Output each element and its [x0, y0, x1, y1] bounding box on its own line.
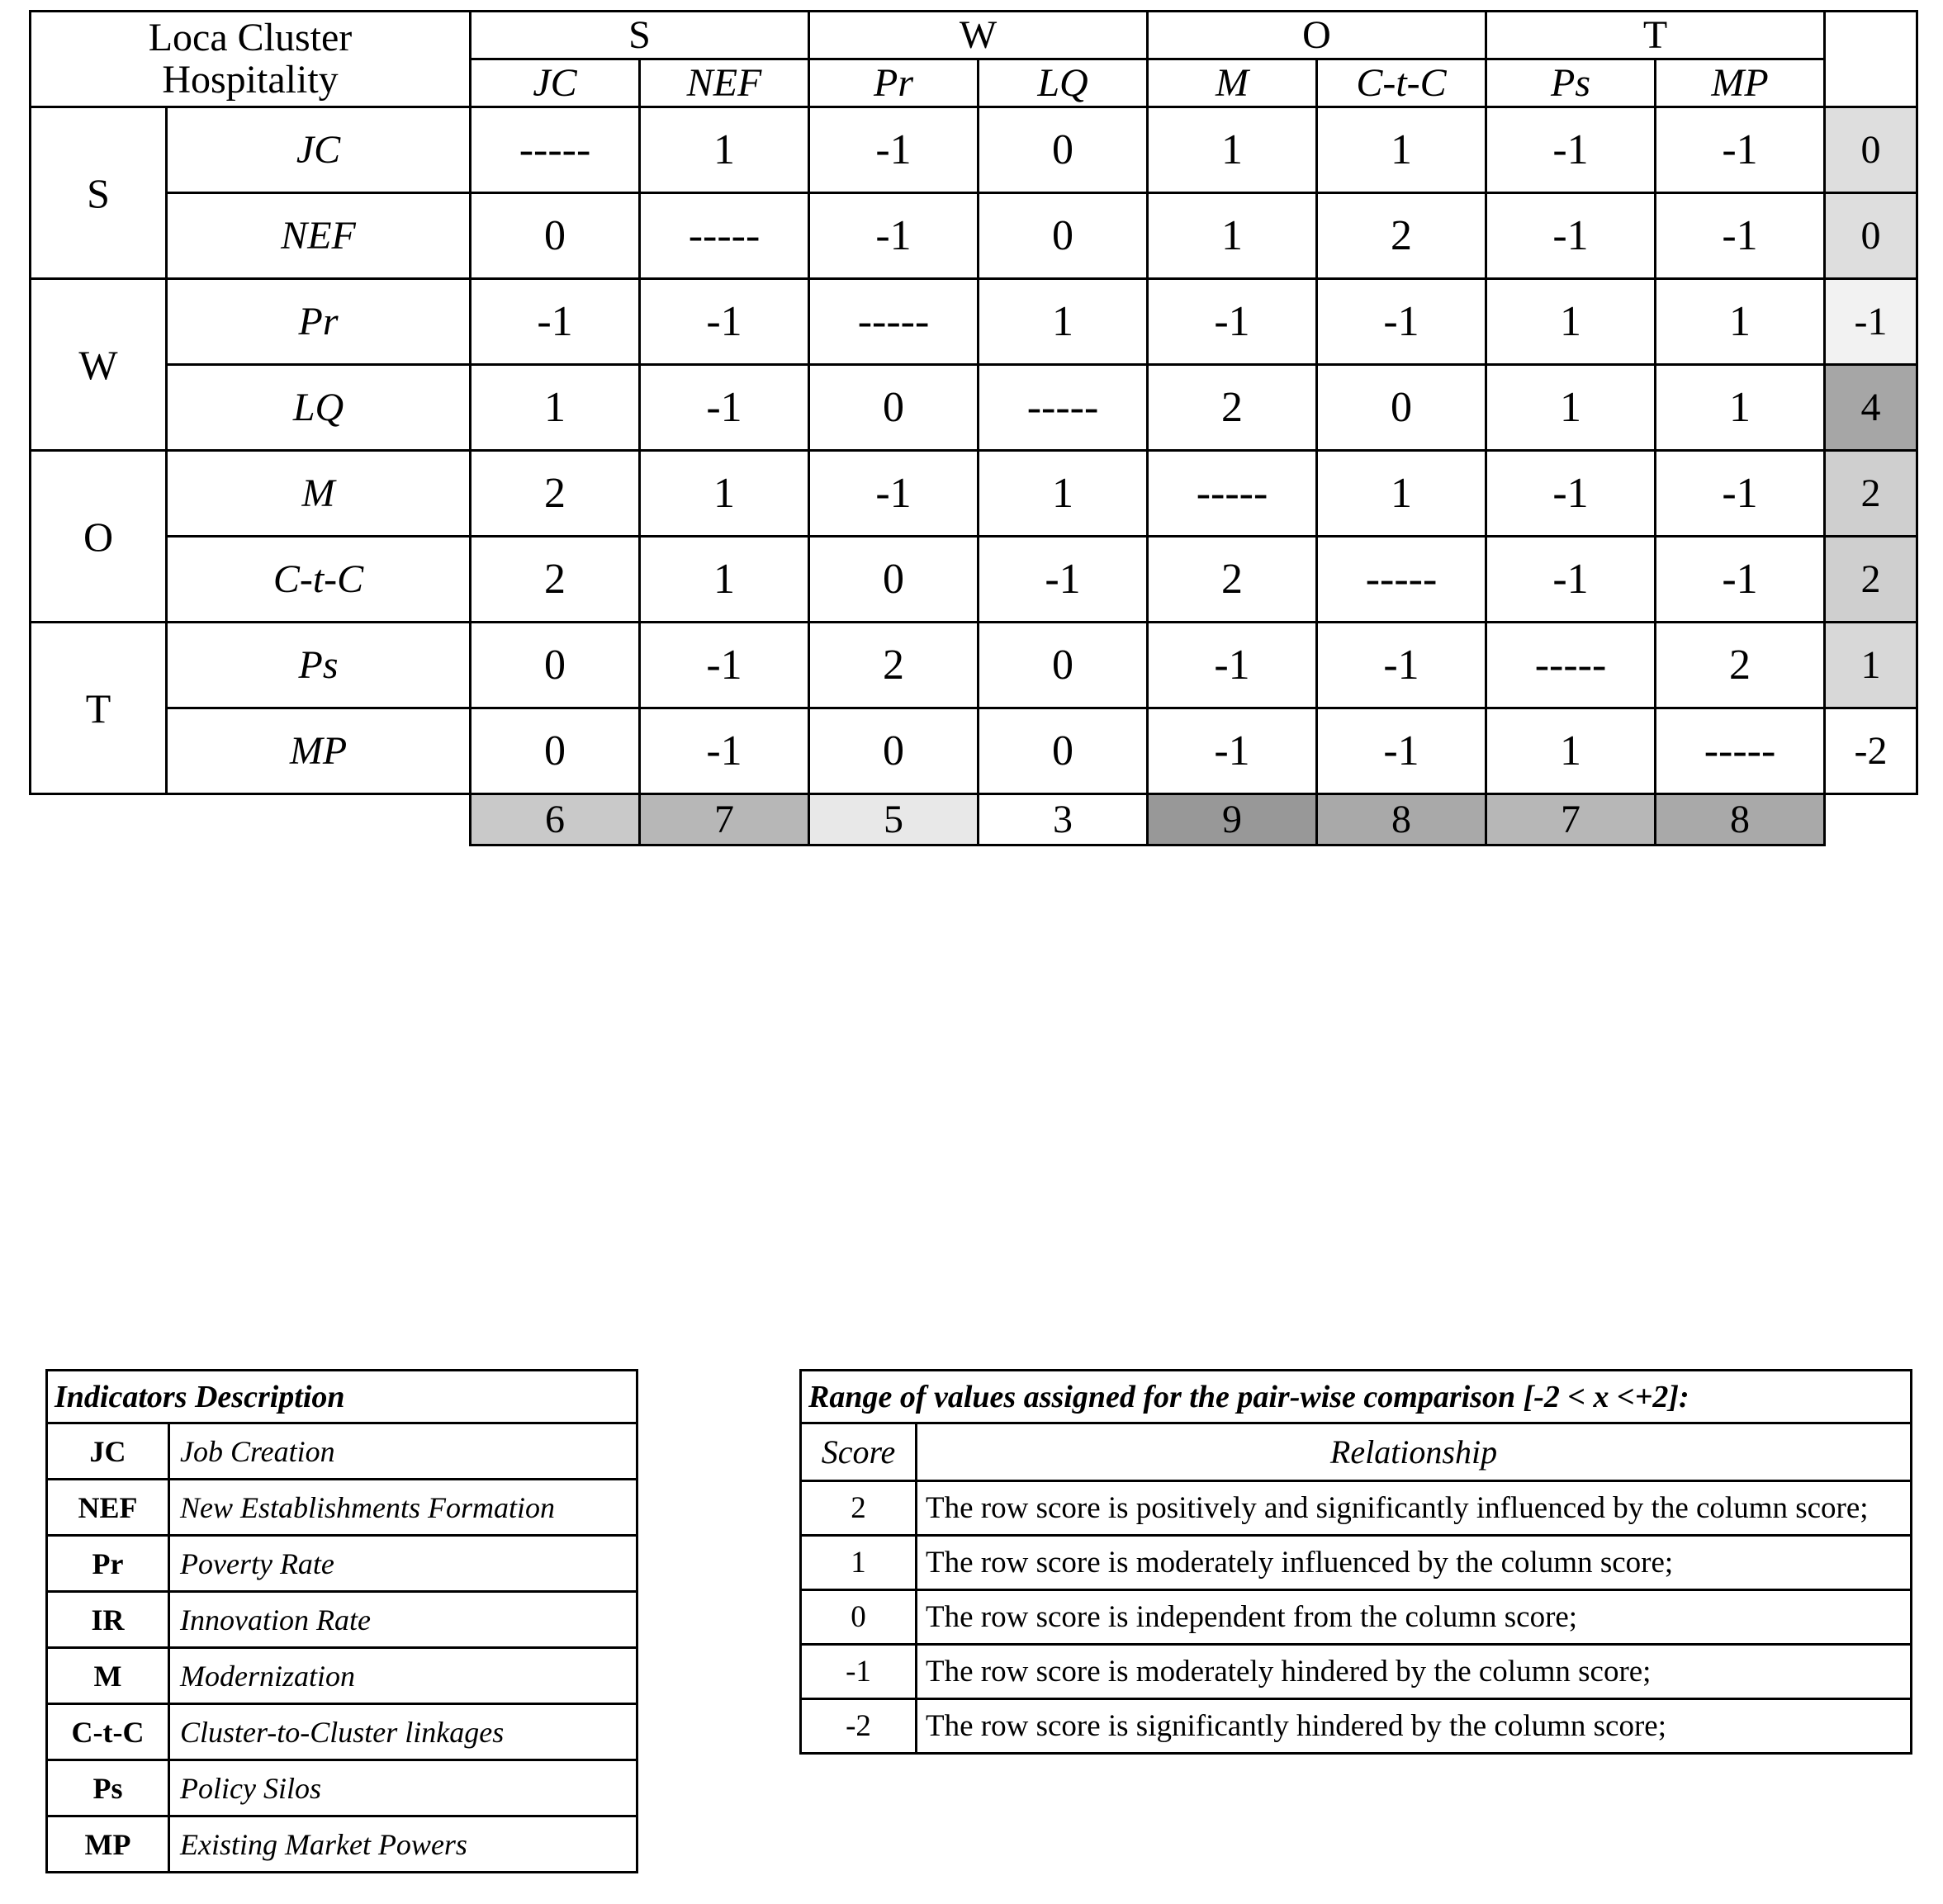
legend-table [799, 1369, 1912, 1755]
indicator-row [47, 1816, 637, 1873]
matrix-cell: 0 [809, 365, 979, 451]
matrix-row-ctc [31, 537, 1917, 623]
matrix-cell: 0 [979, 623, 1148, 708]
matrix-cell: 1 [1486, 365, 1656, 451]
matrix-cell: ----- [640, 193, 809, 279]
matrix-cell: -1 [809, 107, 979, 193]
matrix-cell: 0 [471, 193, 640, 279]
matrix-cell: 2 [1148, 537, 1317, 623]
matrix-cell: -1 [1656, 193, 1825, 279]
legend-score: -2 [801, 1699, 917, 1754]
matrix-cell: 2 [1317, 193, 1486, 279]
indicator-row [47, 1536, 637, 1592]
row-group-t: T [31, 623, 167, 794]
matrix-cell: 1 [979, 279, 1148, 365]
matrix-cell: 2 [471, 451, 640, 537]
indicator-desc: New Establishments Formation [169, 1480, 637, 1536]
row-label-pr: Pr [167, 279, 471, 365]
col-sum-cell: 3 [979, 794, 1148, 845]
corner-title-line1: Loca Cluster [148, 16, 353, 60]
matrix-cell: -1 [1486, 193, 1656, 279]
row-label-mp: MP [167, 708, 471, 794]
matrix-row-nef [31, 193, 1917, 279]
matrix-cell: 1 [1486, 279, 1656, 365]
matrix-cell: 0 [979, 193, 1148, 279]
matrix-row-pr [31, 279, 1917, 365]
matrix-row-mp [31, 708, 1917, 794]
matrix-cell: -1 [1317, 623, 1486, 708]
matrix-cell: -1 [471, 279, 640, 365]
corner-title-line2: Hospitality [162, 57, 339, 102]
indicator-desc: Innovation Rate [169, 1592, 637, 1648]
matrix-cell: 0 [979, 107, 1148, 193]
indicator-row [47, 1592, 637, 1648]
matrix-cell: 0 [809, 537, 979, 623]
matrix-cell: -1 [1148, 279, 1317, 365]
row-sum-cell: 0 [1825, 193, 1917, 279]
col-header-pr: Pr [809, 59, 979, 107]
indicator-abbr: JC [47, 1423, 169, 1480]
matrix-corner-title [31, 12, 471, 107]
indicator-desc: Cluster-to-Cluster linkages [169, 1704, 637, 1760]
indicator-desc: Modernization [169, 1648, 637, 1704]
indicator-desc: Poverty Rate [169, 1536, 637, 1592]
matrix-cell: 0 [471, 708, 640, 794]
indicator-abbr: MP [47, 1816, 169, 1873]
matrix-cell: 1 [640, 107, 809, 193]
matrix-cell: -1 [809, 193, 979, 279]
indicators-table [45, 1369, 638, 1873]
row-label-jc: JC [167, 107, 471, 193]
indicator-desc: Job Creation [169, 1423, 637, 1480]
indicator-desc: Policy Silos [169, 1760, 637, 1816]
col-header-lq: LQ [979, 59, 1148, 107]
legend-row [801, 1699, 1912, 1754]
col-sum-cell: 7 [640, 794, 809, 845]
matrix-top-right-empty [1825, 12, 1917, 107]
matrix-cell: -1 [1656, 451, 1825, 537]
matrix-cell: ----- [1317, 537, 1486, 623]
matrix-cell: 2 [809, 623, 979, 708]
matrix-cell: 1 [979, 451, 1148, 537]
row-sum-cell: 1 [1825, 623, 1917, 708]
col-header-mp: MP [1656, 59, 1825, 107]
col-group-s: S [471, 12, 809, 59]
matrix-cell: 1 [1317, 107, 1486, 193]
matrix-cell: 1 [1656, 279, 1825, 365]
col-header-ctc: C-t-C [1317, 59, 1486, 107]
matrix-cell: 2 [471, 537, 640, 623]
col-sum-cell: 8 [1656, 794, 1825, 845]
col-group-o: O [1148, 12, 1486, 59]
matrix-cell: -1 [1486, 537, 1656, 623]
legend-score: 0 [801, 1590, 917, 1645]
row-group-o: O [31, 451, 167, 623]
bottom-left-empty [31, 794, 471, 845]
relationship-column-header: Relationship [917, 1423, 1912, 1481]
col-header-jc: JC [471, 59, 640, 107]
matrix-cell: ----- [471, 107, 640, 193]
matrix-cell: -1 [1317, 708, 1486, 794]
row-label-m: M [167, 451, 471, 537]
matrix-cell: -1 [1148, 708, 1317, 794]
indicator-row [47, 1423, 637, 1480]
col-sum-cell: 9 [1148, 794, 1317, 845]
matrix-cell: 1 [1317, 451, 1486, 537]
col-header-nef: NEF [640, 59, 809, 107]
matrix-cell: 0 [979, 708, 1148, 794]
row-sum-cell: -1 [1825, 279, 1917, 365]
matrix-row-lq [31, 365, 1917, 451]
matrix-cell: ----- [1148, 451, 1317, 537]
legend-row [801, 1645, 1912, 1699]
legend-header-row [801, 1423, 1912, 1481]
matrix-cell: 0 [1317, 365, 1486, 451]
score-column-header: Score [801, 1423, 917, 1481]
row-sum-cell: 2 [1825, 537, 1917, 623]
matrix-cell: ----- [1656, 708, 1825, 794]
indicator-row [47, 1760, 637, 1816]
matrix-cell: 2 [1656, 623, 1825, 708]
indicator-row [47, 1648, 637, 1704]
matrix-cell: 1 [640, 537, 809, 623]
col-header-m: M [1148, 59, 1317, 107]
legend-row [801, 1481, 1912, 1536]
legend-relationship: The row score is significantly hindered by the column score; [917, 1699, 1912, 1754]
matrix-cell: ----- [809, 279, 979, 365]
matrix-cell: -1 [1486, 451, 1656, 537]
matrix-cell: -1 [979, 537, 1148, 623]
matrix-cell: -1 [640, 623, 809, 708]
row-label-lq: LQ [167, 365, 471, 451]
indicator-row [47, 1480, 637, 1536]
matrix-cell: -1 [640, 279, 809, 365]
col-group-w: W [809, 12, 1148, 59]
row-group-w: W [31, 279, 167, 451]
matrix-row-jc [31, 107, 1917, 193]
row-sum-cell: 4 [1825, 365, 1917, 451]
col-sum-cell: 6 [471, 794, 640, 845]
indicator-abbr: Ps [47, 1760, 169, 1816]
matrix-cell: -1 [1486, 107, 1656, 193]
legend-score: 2 [801, 1481, 917, 1536]
matrix-cell: 1 [1148, 193, 1317, 279]
matrix-cell: 0 [809, 708, 979, 794]
matrix-column-sums-row [31, 794, 1917, 845]
matrix-cell: 0 [471, 623, 640, 708]
indicator-abbr: M [47, 1648, 169, 1704]
matrix-cell: ----- [1486, 623, 1656, 708]
matrix-cell: -1 [1656, 537, 1825, 623]
indicator-row [47, 1704, 637, 1760]
legend-score: 1 [801, 1536, 917, 1590]
legend-score: -1 [801, 1645, 917, 1699]
matrix-cell: 1 [1656, 365, 1825, 451]
cross-impact-matrix [29, 10, 1918, 846]
matrix-cell: -1 [1317, 279, 1486, 365]
indicator-abbr: C-t-C [47, 1704, 169, 1760]
bottom-right-empty [1825, 794, 1917, 845]
matrix-row-ps [31, 623, 1917, 708]
legend-relationship: The row score is positively and significantly influenced by the column score; [917, 1481, 1912, 1536]
matrix-cell: -1 [640, 708, 809, 794]
matrix-cell: 1 [471, 365, 640, 451]
col-sum-cell: 8 [1317, 794, 1486, 845]
row-label-nef: NEF [167, 193, 471, 279]
matrix-cell: 1 [1486, 708, 1656, 794]
legend-row [801, 1536, 1912, 1590]
matrix-cell: 2 [1148, 365, 1317, 451]
row-label-ps: Ps [167, 623, 471, 708]
row-label-ctc: C-t-C [167, 537, 471, 623]
matrix-cell: -1 [1656, 107, 1825, 193]
col-header-ps: Ps [1486, 59, 1656, 107]
matrix-cell: -1 [809, 451, 979, 537]
matrix-cell: ----- [979, 365, 1148, 451]
row-sum-cell: 0 [1825, 107, 1917, 193]
matrix-cell: -1 [640, 365, 809, 451]
row-group-s: S [31, 107, 167, 279]
legend-row [801, 1590, 1912, 1645]
indicator-abbr: IR [47, 1592, 169, 1648]
matrix-cell: 1 [1148, 107, 1317, 193]
legend-relationship: The row score is moderately hindered by the column score; [917, 1645, 1912, 1699]
matrix-cell: -1 [1148, 623, 1317, 708]
col-group-t: T [1486, 12, 1825, 59]
col-sum-cell: 7 [1486, 794, 1656, 845]
col-sum-cell: 5 [809, 794, 979, 845]
legend-relationship: The row score is moderately influenced by the column score; [917, 1536, 1912, 1590]
indicator-abbr: NEF [47, 1480, 169, 1536]
indicators-title: Indicators Description [47, 1371, 637, 1423]
indicator-abbr: Pr [47, 1536, 169, 1592]
matrix-cell: 1 [640, 451, 809, 537]
matrix-row-m [31, 451, 1917, 537]
row-sum-cell: 2 [1825, 451, 1917, 537]
legend-title: Range of values assigned for the pair-wise comparison [-2 < x <+2]: [801, 1371, 1912, 1423]
row-sum-cell: -2 [1825, 708, 1917, 794]
indicator-desc: Existing Market Powers [169, 1816, 637, 1873]
legend-relationship: The row score is independent from the column score; [917, 1590, 1912, 1645]
